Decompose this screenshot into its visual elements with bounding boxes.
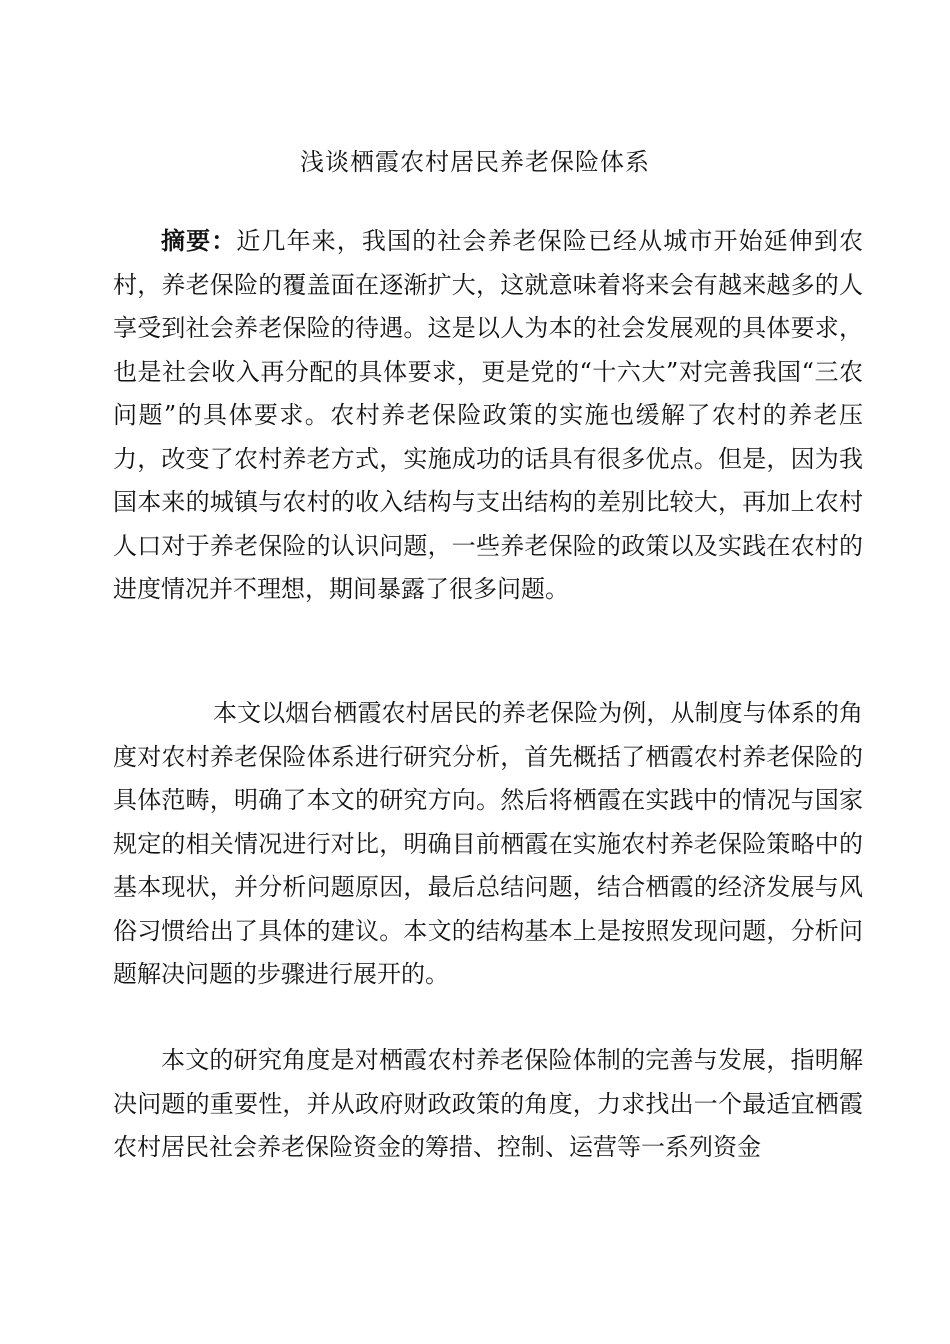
abstract-text: 近几年来，我国的社会养老保险已经从城市开始延伸到农村，养老保险的覆盖面在逐渐扩大，这就意味着将来会有越来越多的人享受到社会养老保险的待遇。这是以人为本的社会发展观的具体要求，也是社会收入再分配的具体要求，更是党的“十六大”对完善我国“三农问题”的具体要求。农村养老保险政策的实施也缓解了农村的养老压力，改变了农村养老方式，实施成功的话具有很多优点。但是，因为我国本来的城镇与农村的收入结构与支出结构的差别比较大，再加上农村人口对于养老保险的认识问题，一些养老保险的政策以及实践在农村的进度情况并不理想，期间暴露了很多问题。 [113,227,864,603]
body-paragraph-2: 本文以烟台栖霞农村居民的养老保险为例，从制度与体系的角度对农村养老保险体系进行研究分析，首先概括了栖霞农村养老保险的具体范畴，明确了本文的研究方向。然后将栖霞在实践中的情况与国家规定的相关情况进行对比，明确目前栖霞在实施农村养老保险策略中的基本现状，并分析问题原因，最后总结问题，结合栖霞的经济发展与风俗习惯给出了具体的建议。本文的结构基本上是按照发现问题，分析问题解决问题的步骤进行展开的。 [113,699,863,988]
abstract-paragraph [113,220,863,612]
body-paragraph-3: 本文的研究角度是对栖霞农村养老保险体制的完善与发展，指明解决问题的重要性，并从政府财政政策的角度，力求找出一个最适宜栖霞农村居民社会养老保险资金的筹措、控制、运营等一系列资金 [113,1046,863,1161]
document-title: 浅谈栖霞农村居民养老保险体系 [300,148,650,176]
abstract-label: 摘要： [161,227,237,255]
